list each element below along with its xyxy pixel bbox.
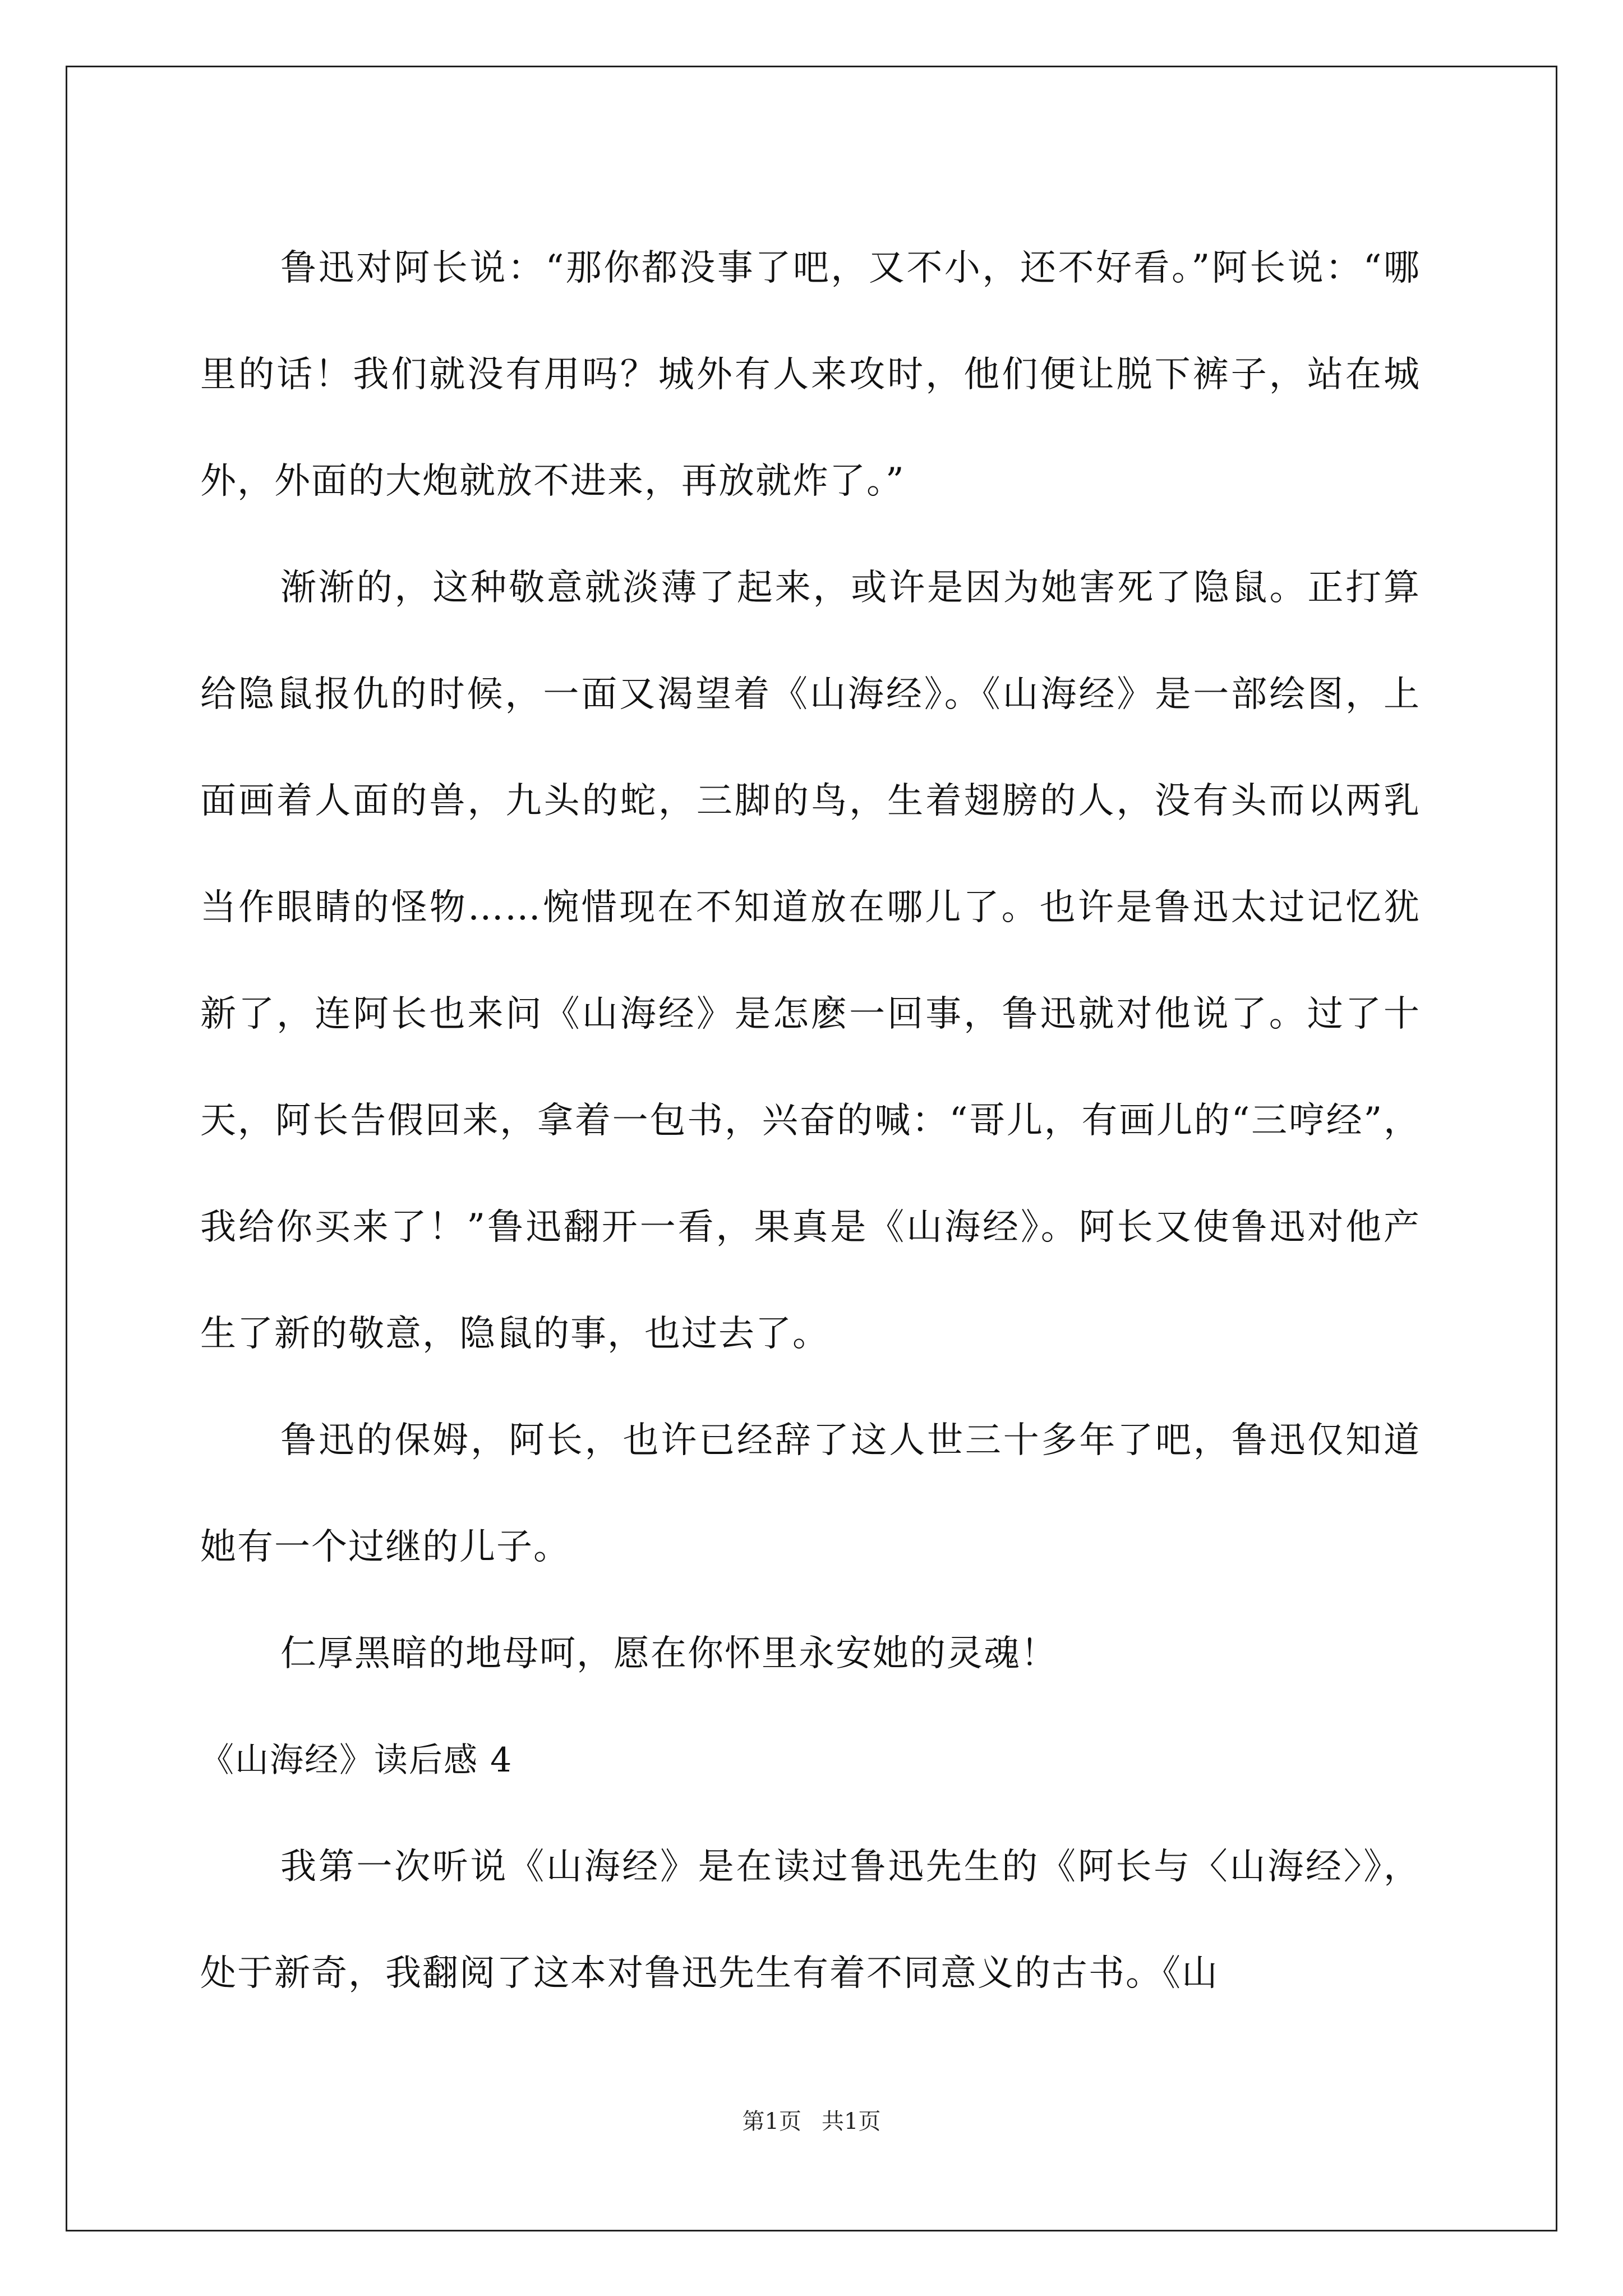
paragraph-4: 仁厚黑暗的地母呵，愿在你怀里永安她的灵魂！ (280, 1633, 1058, 1674)
section-heading: 《山海经》读后感 4 (200, 1741, 513, 1780)
paragraph-2: 渐渐的，这种敬意就淡薄了起来，或许是因为她害死了隐鼠。正打算给隐鼠报仇的时候，一面又渴望着《山海经》。《山海经》是一部绘图，上面画着人面的兽，九头的蛇，三脚的鸟，生着翅膀的人，没有头而以两乳当作眼睛的怪物……惋惜现在不知道放在哪儿了。也许是鲁迅太过记忆犹新了，连阿长也来问《山海经》是怎麽一回事，鲁迅就对他说了。过了十天，阿长告假回来，拿着一包书，兴奋的喊：“哥儿，有画儿的“三哼经”，我给你买来了！”鲁迅翻开一看，果真是《山海经》。阿长又使鲁迅对他产生了新的敬意，隐鼠的事，也过去了。 (200, 567, 1421, 1355)
paragraph-3: 鲁迅的保姆，阿长，也许已经辞了这人世三十多年了吧，鲁迅仅知道她有一个过继的儿子。 (200, 1420, 1421, 1568)
page-footer (0, 2105, 1623, 2138)
paragraph-1: 鲁迅对阿长说：“那你都没事了吧，又不小，还不好看。”阿长说：“哪里的话！我们就没有用吗？城外有人来攻时，他们便让脱下裤子，站在城外，外面的大炮就放不进来，再放就炸了。” (200, 247, 1421, 502)
document-body (200, 215, 1421, 2027)
page-number: 第1页 (742, 2109, 801, 2134)
section-paragraph: 我第一次听说《山海经》是在读过鲁迅先生的《阿长与〈山海经〉》，处于新奇，我翻阅了这本对鲁迅先生有着不同意义的古书。《山 (200, 1846, 1421, 1994)
page-total: 共1页 (822, 2109, 881, 2134)
